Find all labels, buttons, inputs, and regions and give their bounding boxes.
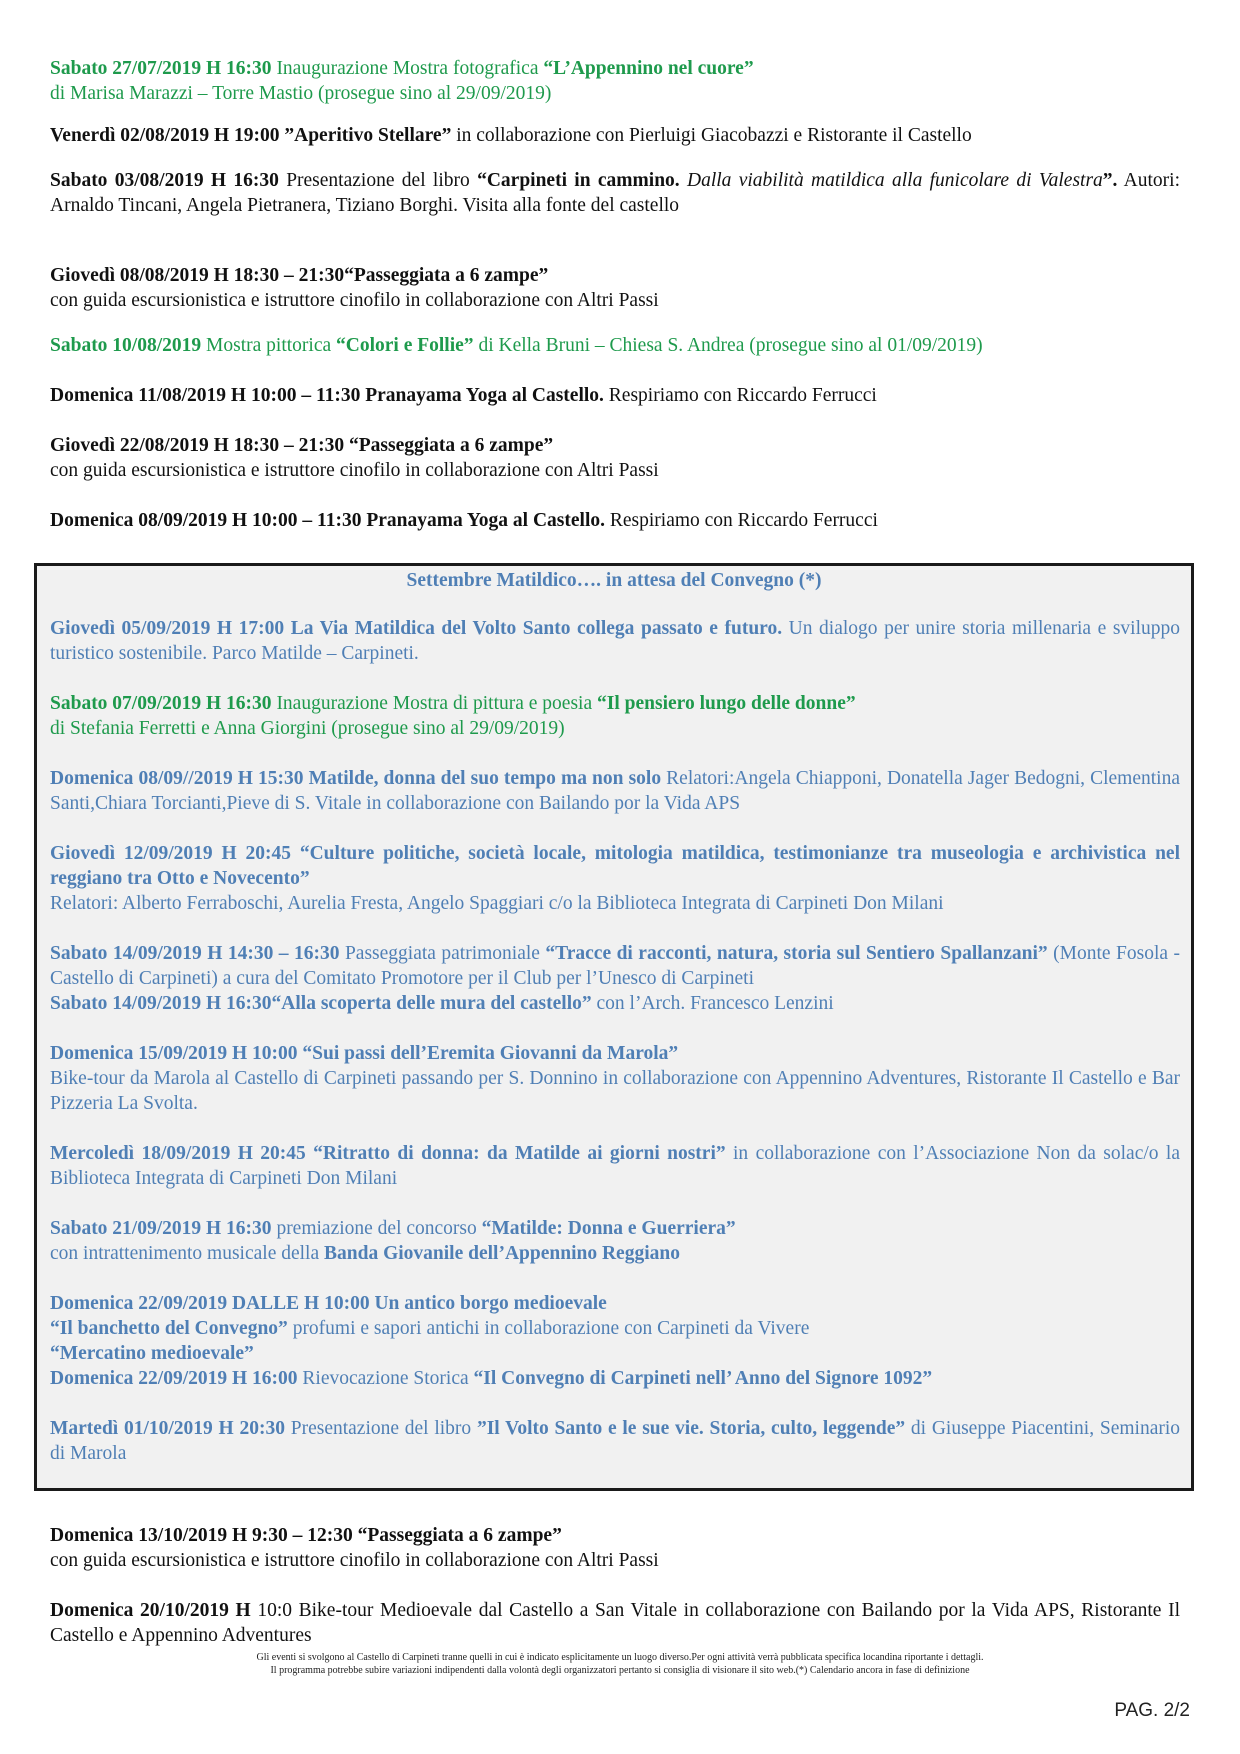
event-b2 bbox=[50, 691, 1180, 741]
text-run: Autori: Arnaldo Tincani, Angela Pietranera, Tiziano Borghi. Visita alla fonte del castello bbox=[50, 170, 1180, 216]
text-run: “Matilde: Donna e Guerriera” bbox=[481, 1218, 736, 1239]
event-line bbox=[50, 1041, 1180, 1066]
event-line bbox=[50, 766, 1180, 816]
event-line bbox=[50, 1416, 1180, 1466]
text-run: in collaborazione con Pierluigi Giacobazzi e Ristorante il Castello bbox=[451, 125, 972, 146]
text-run: con l’Arch. Francesco Lenzini bbox=[591, 993, 834, 1014]
text-run: Domenica 13/10/2019 H 9:30 – 12:30 “Passeggiata a 6 zampe” bbox=[50, 1525, 562, 1546]
text-run: Mercoledì 18/09/2019 H 20:45 “Ritratto di donna: da Matilde ai giorni nostri” bbox=[50, 1143, 726, 1164]
event-e1 bbox=[50, 56, 1180, 106]
event-line bbox=[50, 1316, 1180, 1341]
text-run: Martedì 01/10/2019 H 20:30 bbox=[50, 1418, 285, 1439]
event-b9 bbox=[50, 1291, 1180, 1391]
text-run: Presentazione del libro bbox=[278, 170, 478, 191]
text-run: Domenica 08/09//2019 H 15:30 Matilde, donna del suo tempo ma non solo bbox=[50, 768, 662, 789]
event-b7 bbox=[50, 1141, 1180, 1191]
event-line bbox=[50, 1141, 1180, 1191]
event-line bbox=[50, 168, 1180, 218]
event-e5 bbox=[50, 333, 1180, 358]
event-e4 bbox=[50, 263, 1180, 313]
event-line bbox=[50, 941, 1180, 991]
text-run: Un dialogo per unire storia millenaria e sviluppo turistico sostenibile. Parco Matilde – Carpineti. bbox=[50, 618, 1180, 664]
text-run: con guida escursionistica e istruttore cinofilo in collaborazione con Altri Passi bbox=[50, 1550, 659, 1571]
text-run: “Carpineti in cammino. bbox=[477, 170, 680, 191]
text-run: Domenica 22/09/2019 H 16:00 bbox=[50, 1368, 298, 1389]
footnote-line-2: Il programma potrebbe subire variazioni indipendenti dalla volontà degli organizzatori pertanto si consiglia di visionare il sito web.(*) Calendario ancora in fase di definizione bbox=[270, 1665, 970, 1676]
event-line bbox=[50, 56, 1180, 81]
event-line bbox=[50, 616, 1180, 666]
text-run: Passeggiata patrimoniale bbox=[339, 943, 546, 964]
text-run: Domenica 15/09/2019 H 10:00 “Sui passi dell’Eremita Giovanni da Marola” bbox=[50, 1043, 679, 1064]
text-run: Relatori: Alberto Ferraboschi, Aurelia Fresta, Angelo Spaggiari c/o la Biblioteca Integrata di Carpineti Don Milani bbox=[50, 893, 944, 914]
text-run: Giovedì 05/09/2019 H 17:00 La Via Matildica del Volto Santo collega passato e futuro. bbox=[50, 618, 783, 639]
text-run: Venerdì 02/08/2019 H 19:00 ”Aperitivo Stellare” bbox=[50, 125, 452, 146]
text-run: Bike-tour da Marola al Castello di Carpineti passando per S. Donnino in collaborazione con Appennino Adventures, Ristorante Il Castello e Bar Pizzeria La Svolta. bbox=[50, 1068, 1180, 1114]
event-f2 bbox=[50, 1598, 1180, 1648]
text-run: di Giuseppe Piacentini, Seminario di Marola bbox=[50, 1418, 1181, 1464]
box-title: Settembre Matildico…. in attesa del Convegno (*) bbox=[406, 570, 822, 591]
text-run: Banda Giovanile dell’Appennino Reggiano bbox=[324, 1243, 680, 1264]
text-run: di Kella Bruni – Chiesa S. Andrea (prosegue sino al 01/09/2019) bbox=[473, 335, 983, 356]
text-run: ”. bbox=[1102, 170, 1118, 191]
event-line bbox=[50, 1523, 1180, 1548]
event-line bbox=[50, 716, 1180, 741]
event-line bbox=[50, 991, 1180, 1016]
event-line bbox=[50, 1341, 1180, 1366]
event-line bbox=[50, 1548, 1180, 1573]
text-run: (Monte Fosola - Castello di Carpineti) a cura del Comitato Promotore per il Club per l’Unesco di Carpineti bbox=[50, 943, 1180, 989]
text-run: Domenica 08/09/2019 H 10:00 – 11:30 Pranayama Yoga al Castello. bbox=[50, 510, 605, 531]
text-run: “Mercatino medioevale” bbox=[50, 1343, 254, 1364]
event-line bbox=[50, 691, 1180, 716]
event-line bbox=[50, 891, 1180, 916]
text-run: Dalla viabilità matildica alla funicolare di Valestra bbox=[679, 170, 1103, 191]
event-line bbox=[50, 1066, 1180, 1116]
text-run: con intrattenimento musicale della bbox=[50, 1243, 324, 1264]
event-b4 bbox=[50, 841, 1180, 916]
event-line bbox=[50, 1216, 1180, 1241]
event-line bbox=[50, 841, 1180, 891]
event-line bbox=[50, 458, 1180, 483]
text-run: “L’Appennino nel cuore” bbox=[543, 58, 754, 79]
text-run: Sabato 10/08/2019 bbox=[50, 335, 202, 356]
text-run: “Tracce di racconti, natura, storia sul Sentiero Spallanzani” bbox=[545, 943, 1048, 964]
text-run: Inaugurazione Mostra fotografica bbox=[271, 58, 544, 79]
text-run: Sabato 03/08/2019 H 16:30 bbox=[50, 170, 279, 191]
text-run: Mostra pittorica bbox=[201, 335, 336, 356]
text-run: “Il banchetto del Convegno” bbox=[50, 1318, 288, 1339]
text-run: Giovedì 08/08/2019 H 18:30 – 21:30“Passeggiata a 6 zampe” bbox=[50, 265, 549, 286]
text-run: Sabato 14/09/2019 H 16:30“Alla scoperta delle mura del castello” bbox=[50, 993, 592, 1014]
event-line bbox=[50, 508, 1180, 533]
event-b1 bbox=[50, 616, 1180, 666]
text-run: con guida escursionistica e istruttore cinofilo in collaborazione con Altri Passi bbox=[50, 460, 659, 481]
text-run: Sabato 27/07/2019 H 16:30 bbox=[50, 58, 272, 79]
event-line bbox=[50, 333, 1180, 358]
text-run: Rievocazione Storica bbox=[297, 1368, 474, 1389]
event-line bbox=[50, 383, 1180, 408]
text-run: di Stefania Ferretti e Anna Giorgini (prosegue sino al 29/09/2019) bbox=[50, 718, 565, 739]
text-run: con guida escursionistica e istruttore cinofilo in collaborazione con Altri Passi bbox=[50, 290, 659, 311]
event-line bbox=[50, 1366, 1180, 1391]
event-e2 bbox=[50, 123, 1180, 148]
text-run: Sabato 07/09/2019 H 16:30 bbox=[50, 693, 272, 714]
text-run: ”Il Volto Santo e le sue vie. Storia, culto, leggende” bbox=[476, 1418, 906, 1439]
event-line bbox=[50, 1291, 1180, 1316]
text-run: Giovedì 22/08/2019 H 18:30 – 21:30 “Passeggiata a 6 zampe” bbox=[50, 435, 554, 456]
text-run: Relatori:Angela Chiapponi, Donatella Jager Bedogni, Clementina Santi,Chiara Torcianti,Pieve di S. Vitale in collaborazione con Bailando por la Vida APS bbox=[50, 768, 1180, 814]
text-run: Giovedì 12/09/2019 H 20:45 “Culture politiche, società locale, mitologia matildica, testimonianze tra museologia e archivistica nel reggiano tra Otto e Novecento” bbox=[50, 843, 1180, 889]
event-line bbox=[50, 433, 1180, 458]
event-e3 bbox=[50, 168, 1180, 218]
text-run: “Il pensiero lungo delle donne” bbox=[597, 693, 856, 714]
text-run: Sabato 21/09/2019 H 16:30 bbox=[50, 1218, 272, 1239]
event-b5 bbox=[50, 941, 1180, 1016]
event-e7 bbox=[50, 433, 1180, 483]
event-f1 bbox=[50, 1523, 1180, 1573]
page-number: PAG. 2/2 bbox=[1114, 1700, 1190, 1721]
text-run: Sabato 14/09/2019 H 14:30 – 16:30 bbox=[50, 943, 340, 964]
event-e6 bbox=[50, 383, 1180, 408]
text-run: Domenica 20/10/2019 H bbox=[50, 1600, 251, 1621]
text-run: profumi e sapori antichi in collaborazione con Carpineti da Vivere bbox=[287, 1318, 810, 1339]
text-run: Respiriamo con Riccardo Ferrucci bbox=[603, 385, 877, 406]
footnote-line-1: Gli eventi si svolgono al Castello di Carpineti tranne quelli in cui è indicato esplicitamente un luogo diverso.Per ogni attività verrà pubblicata specifica locandina riportante i dettagli. bbox=[256, 1652, 984, 1663]
event-line bbox=[50, 1241, 1180, 1266]
text-run: Respiriamo con Riccardo Ferrucci bbox=[605, 510, 878, 531]
event-b3 bbox=[50, 766, 1180, 816]
event-line bbox=[50, 263, 1180, 288]
text-run: Inaugurazione Mostra di pittura e poesia bbox=[271, 693, 597, 714]
event-e8 bbox=[50, 508, 1180, 533]
event-line bbox=[50, 1598, 1180, 1648]
text-run: Presentazione del libro bbox=[284, 1418, 477, 1439]
event-line bbox=[50, 123, 1180, 148]
event-line bbox=[50, 81, 1180, 106]
event-b6 bbox=[50, 1041, 1180, 1116]
text-run: 10:0 Bike-tour Medioevale dal Castello a San Vitale in collaborazione con Bailando por la Vida APS, Ristorante Il Castello e Appennino Adventures bbox=[50, 1600, 1180, 1646]
event-b8 bbox=[50, 1216, 1180, 1266]
footnote bbox=[60, 1651, 1180, 1677]
text-run: premiazione del concorso bbox=[271, 1218, 482, 1239]
text-run: “Colori e Follie” bbox=[336, 335, 474, 356]
text-run: Domenica 11/08/2019 H 10:00 – 11:30 Pranayama Yoga al Castello. bbox=[50, 385, 604, 406]
text-run: di Marisa Marazzi – Torre Mastio (prosegue sino al 29/09/2019) bbox=[50, 83, 552, 104]
text-run: in collaborazione con l’Associazione Non da solac/o la Biblioteca Integrata di Carpineti Don Milani bbox=[50, 1143, 1180, 1189]
event-b10 bbox=[50, 1416, 1180, 1466]
text-run: “Il Convegno di Carpineti nell’ Anno del Signore 1092” bbox=[473, 1368, 933, 1389]
text-run: Domenica 22/09/2019 DALLE H 10:00 Un antico borgo medioevale bbox=[50, 1293, 607, 1314]
event-line bbox=[50, 288, 1180, 313]
